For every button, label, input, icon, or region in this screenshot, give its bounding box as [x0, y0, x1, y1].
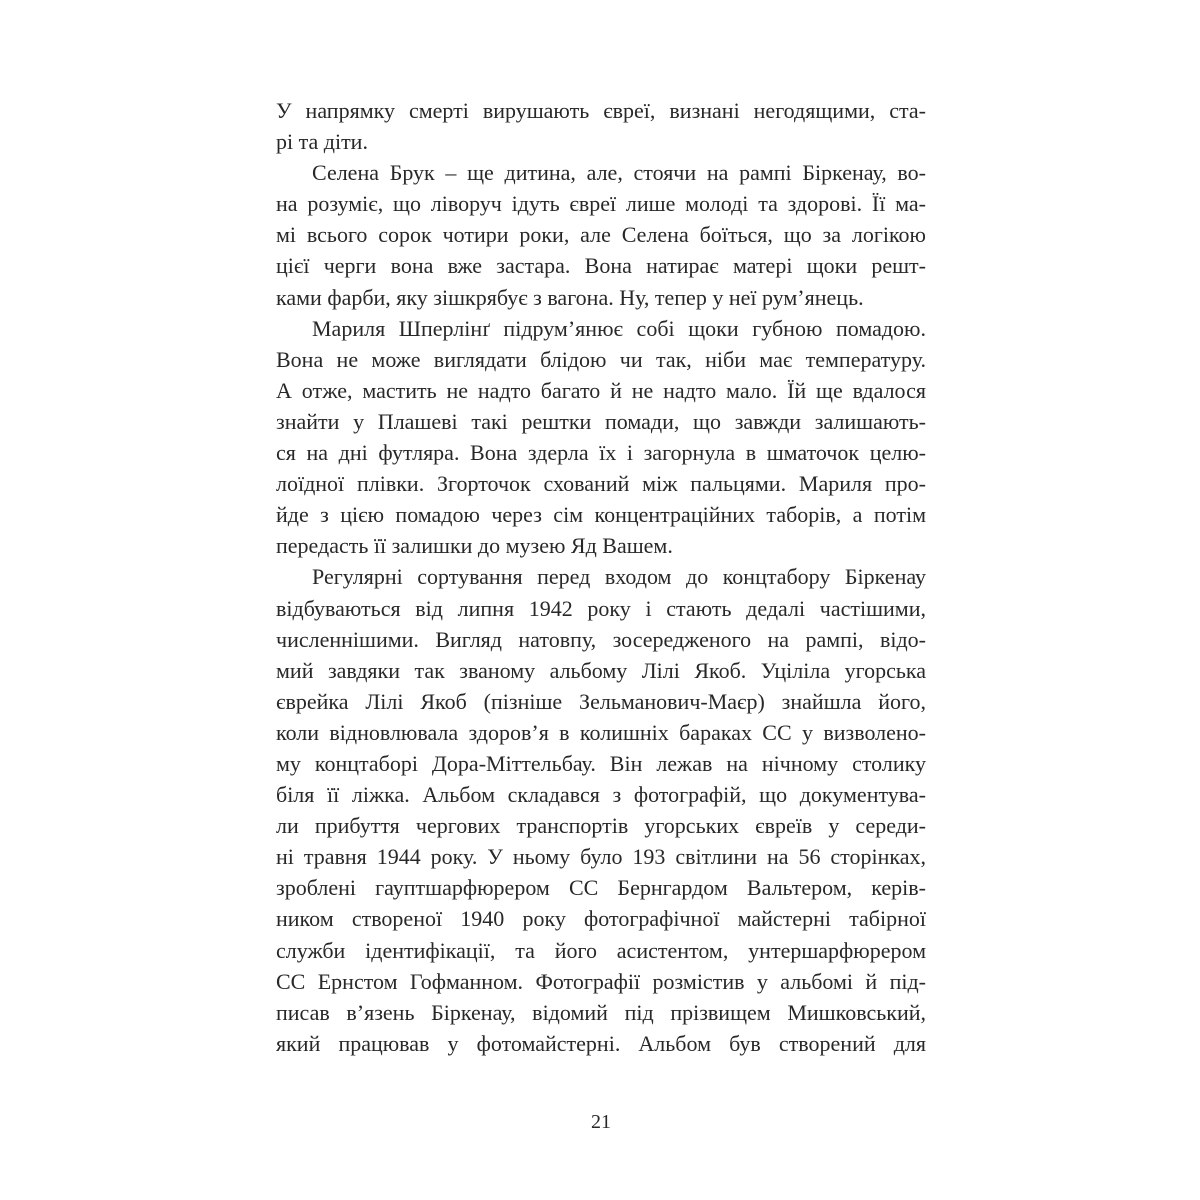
text-line: ні травня 1944 року. У ньому було 193 світлини на 56 сторінках,	[276, 844, 926, 870]
text-line: Мариля Шперлінґ підрум’янює собі щоки губною помадою.	[312, 315, 926, 341]
text-line: лоїдної плівки. Згорточок схований між пальцями. Мариля про-	[276, 471, 926, 497]
text-line: знайти у Плашеві такі рештки помади, що завжди залишають-	[276, 408, 926, 434]
text-line: ником створеної 1940 року фотографічної майстерні табірної	[276, 906, 926, 932]
text-line: СС Ернстом Гофманном. Фотографії розмістив у альбомі й під-	[276, 968, 926, 994]
text-line: мі всього сорок чотири роки, але Селена боїться, що за логікою	[276, 222, 926, 248]
text-line: А отже, мастить не надто багато й не надто мало. Їй ще вдалося	[276, 377, 926, 403]
paragraph	[276, 95, 926, 157]
page-number: 21	[591, 1111, 611, 1133]
text-line: коли відновлювала здоров’я в колишніх бараках СС у визволено-	[276, 719, 926, 745]
text-line: який працював у фотомайстерні. Альбом був створений для	[276, 1030, 926, 1056]
text-line: мий завдяки так званому альбому Лілі Якоб. Уціліла угорська	[276, 657, 926, 683]
text-line: ся на дні футляра. Вона здерла їх і загорнула в шматочок целю-	[276, 440, 926, 466]
text-line: служби ідентифікації, та його асистентом, унтершарфюрером	[276, 937, 926, 963]
text-line: біля її ліжка. Альбом складався з фотографій, що документува-	[276, 782, 926, 808]
text-line: Селена Брук – ще дитина, але, стоячи на рампі Біркенау, во-	[312, 160, 926, 186]
text-line: цієї черги вона вже застара. Вона натирає матері щоки решт-	[276, 253, 926, 279]
paragraph	[276, 313, 926, 562]
text-line: зроблені гауптшарфюрером СС Бернгардом Вальтером, керів-	[276, 875, 926, 901]
text-line: Регулярні сортування перед входом до концтабору Біркенау	[312, 564, 926, 590]
text-line: єврейка Лілі Якоб (пізніше Зельманович-Маєр) знайшла його,	[276, 688, 926, 714]
text-line: Вона не може виглядати блідою чи так, ніби має температуру.	[276, 346, 926, 372]
text-line: писав в’язень Біркенау, відомий під прізвищем Мишковський,	[276, 999, 926, 1025]
text-line: рі та діти.	[276, 129, 368, 155]
text-line: численнішими. Вигляд натовпу, зосередженого на рампі, відо-	[276, 626, 926, 652]
text-line: му концтаборі Дора-Міттельбау. Він лежав на нічному столику	[276, 750, 926, 776]
text-line: відбуваються від липня 1942 року і стають дедалі частішими,	[276, 595, 926, 621]
text-line: на розуміє, що ліворуч ідуть євреї лише молоді та здорові. Її ма-	[276, 191, 926, 217]
text-block	[276, 95, 926, 1059]
paragraph	[276, 561, 926, 1059]
text-line: ли прибуття чергових транспортів угорських євреїв у середи-	[276, 813, 926, 839]
paragraph	[276, 157, 926, 312]
text-line: У напрямку смерті вирушають євреї, визнані негодящими, ста-	[276, 98, 926, 123]
text-line: ками фарби, яку зішкрябує з вагона. Ну, тепер у неї рум’янець.	[276, 284, 864, 310]
text-line: йде з цією помадою через сім концентраційних таборів, а потім	[276, 502, 926, 528]
text-line: передасть її залишки до музею Яд Вашем.	[276, 533, 673, 559]
